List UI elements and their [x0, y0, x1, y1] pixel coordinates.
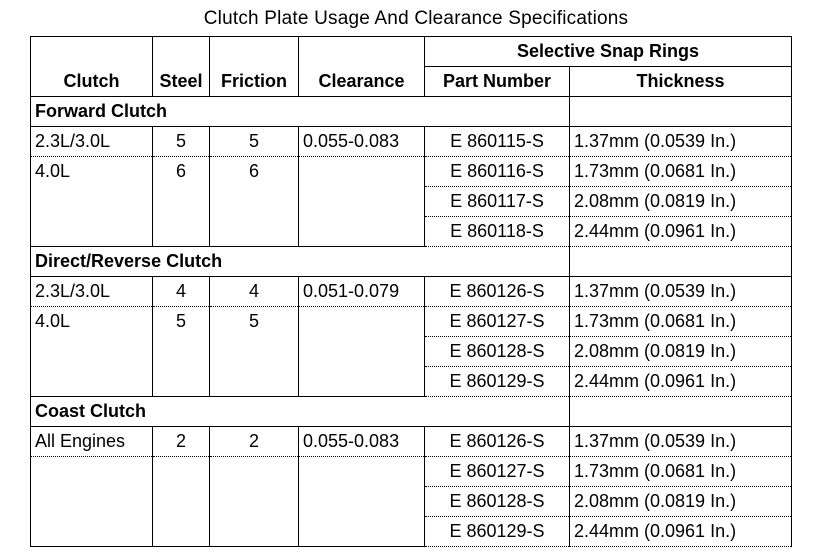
section-row: [31, 97, 792, 127]
cell-friction: 2: [210, 427, 299, 457]
cell-friction: [210, 187, 299, 217]
section-spacer: [425, 397, 570, 427]
cell-thickness: 2.08mm (0.0819 In.): [570, 337, 792, 367]
page-title: Clutch Plate Usage And Clearance Specifications: [203, 8, 629, 29]
cell-clearance: 0.055-0.083: [299, 127, 425, 157]
cell-thickness: 1.37mm (0.0539 In.): [570, 427, 792, 457]
cell-steel: 2: [153, 427, 210, 457]
cell-steel: [153, 187, 210, 217]
section-row: [31, 397, 792, 427]
table-row: [31, 367, 792, 397]
cell-friction: [210, 217, 299, 247]
section-spacer: [425, 97, 570, 127]
table-row: [31, 307, 792, 337]
header-clutch: Clutch: [31, 67, 153, 97]
cell-clearance: [299, 157, 425, 187]
cell-clutch: [31, 367, 153, 397]
header-group-row: [31, 37, 792, 67]
cell-friction: [210, 337, 299, 367]
cell-clutch: [31, 217, 153, 247]
table-row: [31, 157, 792, 187]
cell-part-number: E 860129-S: [425, 367, 570, 397]
table-row: [31, 427, 792, 457]
table-row: [31, 487, 792, 517]
cell-steel: [153, 337, 210, 367]
table-row: [31, 337, 792, 367]
cell-clearance: 0.051-0.079: [299, 277, 425, 307]
cell-steel: [153, 517, 210, 547]
cell-thickness: 1.37mm (0.0539 In.): [570, 277, 792, 307]
header-clearance: Clearance: [299, 67, 425, 97]
cell-thickness: 2.44mm (0.0961 In.): [570, 367, 792, 397]
cell-friction: 5: [210, 127, 299, 157]
cell-friction: 5: [210, 307, 299, 337]
section-title: Coast Clutch: [31, 397, 425, 427]
cell-steel: [153, 367, 210, 397]
cell-thickness: 2.44mm (0.0961 In.): [570, 217, 792, 247]
cell-clearance: [299, 457, 425, 487]
section-spacer: [570, 397, 792, 427]
cell-clearance: [299, 367, 425, 397]
cell-friction: [210, 457, 299, 487]
cell-friction: 4: [210, 277, 299, 307]
cell-steel: 4: [153, 277, 210, 307]
cell-clearance: [299, 307, 425, 337]
table-row: [31, 277, 792, 307]
cell-part-number: E 860117-S: [425, 187, 570, 217]
cell-part-number: E 860126-S: [425, 427, 570, 457]
header-steel: Steel: [153, 67, 210, 97]
table-row: [31, 187, 792, 217]
cell-part-number: E 860127-S: [425, 307, 570, 337]
cell-clearance: [299, 517, 425, 547]
cell-part-number: E 860115-S: [425, 127, 570, 157]
cell-part-number: E 860127-S: [425, 457, 570, 487]
section-row: [31, 247, 792, 277]
header-friction: Friction: [210, 67, 299, 97]
cell-thickness: 1.73mm (0.0681 In.): [570, 157, 792, 187]
cell-steel: [153, 487, 210, 517]
cell-part-number: E 860126-S: [425, 277, 570, 307]
section-spacer: [570, 247, 792, 277]
cell-clearance: [299, 487, 425, 517]
cell-steel: [153, 457, 210, 487]
header-selective-snap-rings: Selective Snap Rings: [425, 37, 792, 67]
cell-thickness: 1.73mm (0.0681 In.): [570, 457, 792, 487]
header-row: [31, 67, 792, 97]
cell-friction: [210, 367, 299, 397]
cell-thickness: 1.73mm (0.0681 In.): [570, 307, 792, 337]
cell-part-number: E 860128-S: [425, 337, 570, 367]
cell-clutch: [31, 337, 153, 367]
cell-thickness: 2.44mm (0.0961 In.): [570, 517, 792, 547]
cell-clutch: All Engines: [31, 427, 153, 457]
cell-steel: [153, 217, 210, 247]
cell-clearance: 0.055-0.083: [299, 427, 425, 457]
cell-friction: [210, 517, 299, 547]
cell-part-number: E 860129-S: [425, 517, 570, 547]
cell-clutch: 2.3L/3.0L: [31, 277, 153, 307]
cell-part-number: E 860116-S: [425, 157, 570, 187]
header-part-number: Part Number: [425, 67, 570, 97]
table-row: [31, 517, 792, 547]
cell-clutch: [31, 457, 153, 487]
cell-clearance: [299, 217, 425, 247]
section-title: Forward Clutch: [31, 97, 425, 127]
cell-clutch: [31, 517, 153, 547]
cell-part-number: E 860118-S: [425, 217, 570, 247]
cell-clutch: [31, 487, 153, 517]
section-spacer: [570, 97, 792, 127]
cell-clearance: [299, 337, 425, 367]
cell-thickness: 2.08mm (0.0819 In.): [570, 187, 792, 217]
table-row: [31, 457, 792, 487]
section-spacer: [425, 247, 570, 277]
cell-clutch: [31, 187, 153, 217]
section-title: Direct/Reverse Clutch: [31, 247, 425, 277]
cell-steel: 6: [153, 157, 210, 187]
cell-clutch: 4.0L: [31, 307, 153, 337]
cell-part-number: E 860128-S: [425, 487, 570, 517]
cell-clearance: [299, 187, 425, 217]
cell-steel: 5: [153, 307, 210, 337]
cell-thickness: 1.37mm (0.0539 In.): [570, 127, 792, 157]
cell-steel: 5: [153, 127, 210, 157]
cell-friction: [210, 487, 299, 517]
table-row: [31, 217, 792, 247]
cell-friction: 6: [210, 157, 299, 187]
cell-clutch: 2.3L/3.0L: [31, 127, 153, 157]
spec-table: [30, 36, 792, 547]
cell-clutch: 4.0L: [31, 157, 153, 187]
cell-thickness: 2.08mm (0.0819 In.): [570, 487, 792, 517]
table-row: [31, 127, 792, 157]
header-thickness: Thickness: [570, 67, 792, 97]
